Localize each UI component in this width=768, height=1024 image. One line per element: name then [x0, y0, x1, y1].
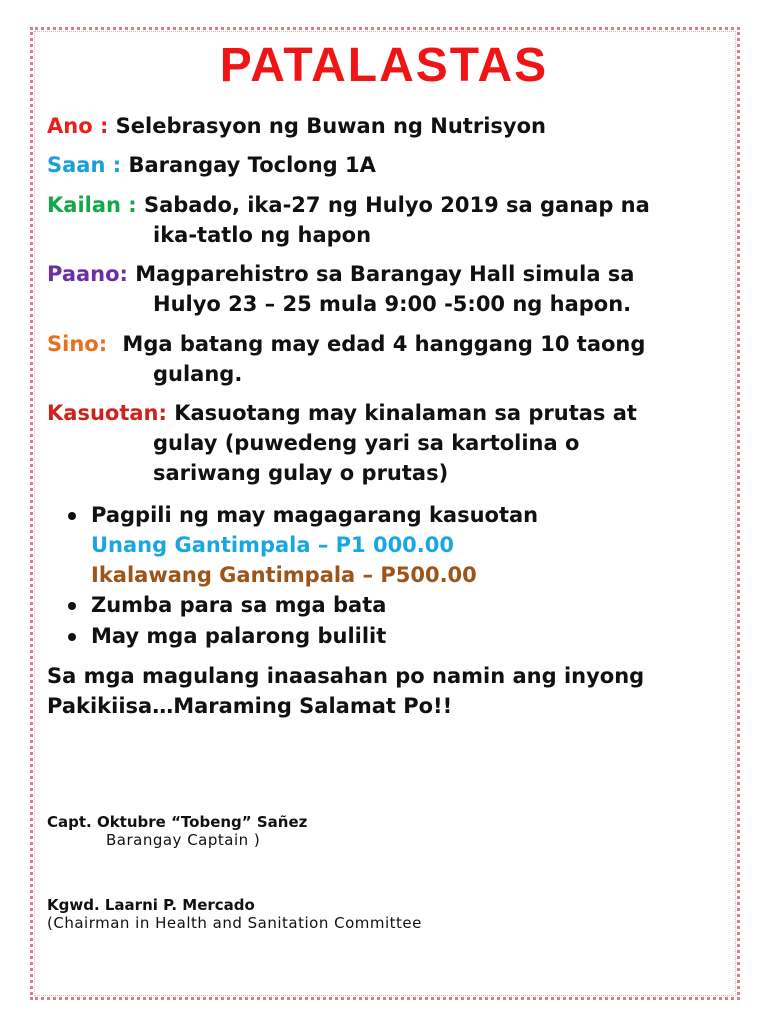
text-sino-cont: gulang.	[153, 362, 243, 386]
label-ano: Ano :	[47, 114, 109, 138]
activity-item: Zumba para sa mga bata	[91, 593, 387, 617]
kagawad-title: (Chairman in Health and Sanitation Committee	[47, 914, 422, 932]
text-kasuotan-cont: gulay (puwedeng yari sa kartolina o	[153, 431, 580, 455]
activity-item: Pagpili ng may magagarang kasuotan	[91, 503, 539, 527]
text-ano: Selebrasyon ng Buwan ng Nutrisyon	[115, 114, 546, 138]
bullet-icon	[68, 633, 76, 641]
prize-first: Unang Gantimpala – P1 000.00	[91, 533, 454, 557]
bullet-icon	[68, 602, 76, 610]
text-paano: Magparehistro sa Barangay Hall simula sa	[135, 262, 635, 286]
label-kailan: Kailan :	[47, 193, 137, 217]
label-paano: Paano:	[47, 262, 128, 286]
text-kasuotan: Kasuotang may kinalaman sa prutas at	[174, 401, 637, 425]
row-kailan	[47, 190, 650, 220]
captain-name: Capt. Oktubre “Tobeng” Sañez	[47, 813, 308, 831]
page-title: PATALASTAS	[219, 39, 549, 92]
closing-line-1: Sa mga magulang inaasahan po namin ang inyong	[47, 664, 645, 688]
row-saan	[47, 150, 376, 180]
row-sino	[47, 329, 645, 359]
text-sino: Mga batang may edad 4 hanggang 10 taong	[122, 332, 646, 356]
kagawad-name: Kgwd. Laarni P. Mercado	[47, 896, 255, 914]
prize-second: Ikalawang Gantimpala – P500.00	[91, 563, 477, 587]
label-sino: Sino:	[47, 332, 108, 356]
row-paano	[47, 259, 634, 289]
text-saan: Barangay Toclong 1A	[128, 153, 376, 177]
text-paano-cont: Hulyo 23 – 25 mula 9:00 -5:00 ng hapon.	[153, 292, 632, 316]
activity-item: May mga palarong bulilit	[91, 624, 387, 648]
row-kasuotan	[47, 398, 637, 428]
text-kailan-cont: ika-tatlo ng hapon	[153, 223, 372, 247]
closing-line-2: Pakikiisa…Maraming Salamat Po!!	[47, 694, 453, 718]
label-kasuotan: Kasuotan:	[47, 401, 167, 425]
text-kasuotan-cont2: sariwang gulay o prutas)	[153, 461, 449, 485]
bullet-icon	[68, 512, 76, 520]
text-kailan: Sabado, ika-27 ng Hulyo 2019 sa ganap na	[143, 193, 650, 217]
captain-title: Barangay Captain )	[106, 831, 261, 849]
row-ano	[47, 111, 546, 141]
label-saan: Saan :	[47, 153, 122, 177]
